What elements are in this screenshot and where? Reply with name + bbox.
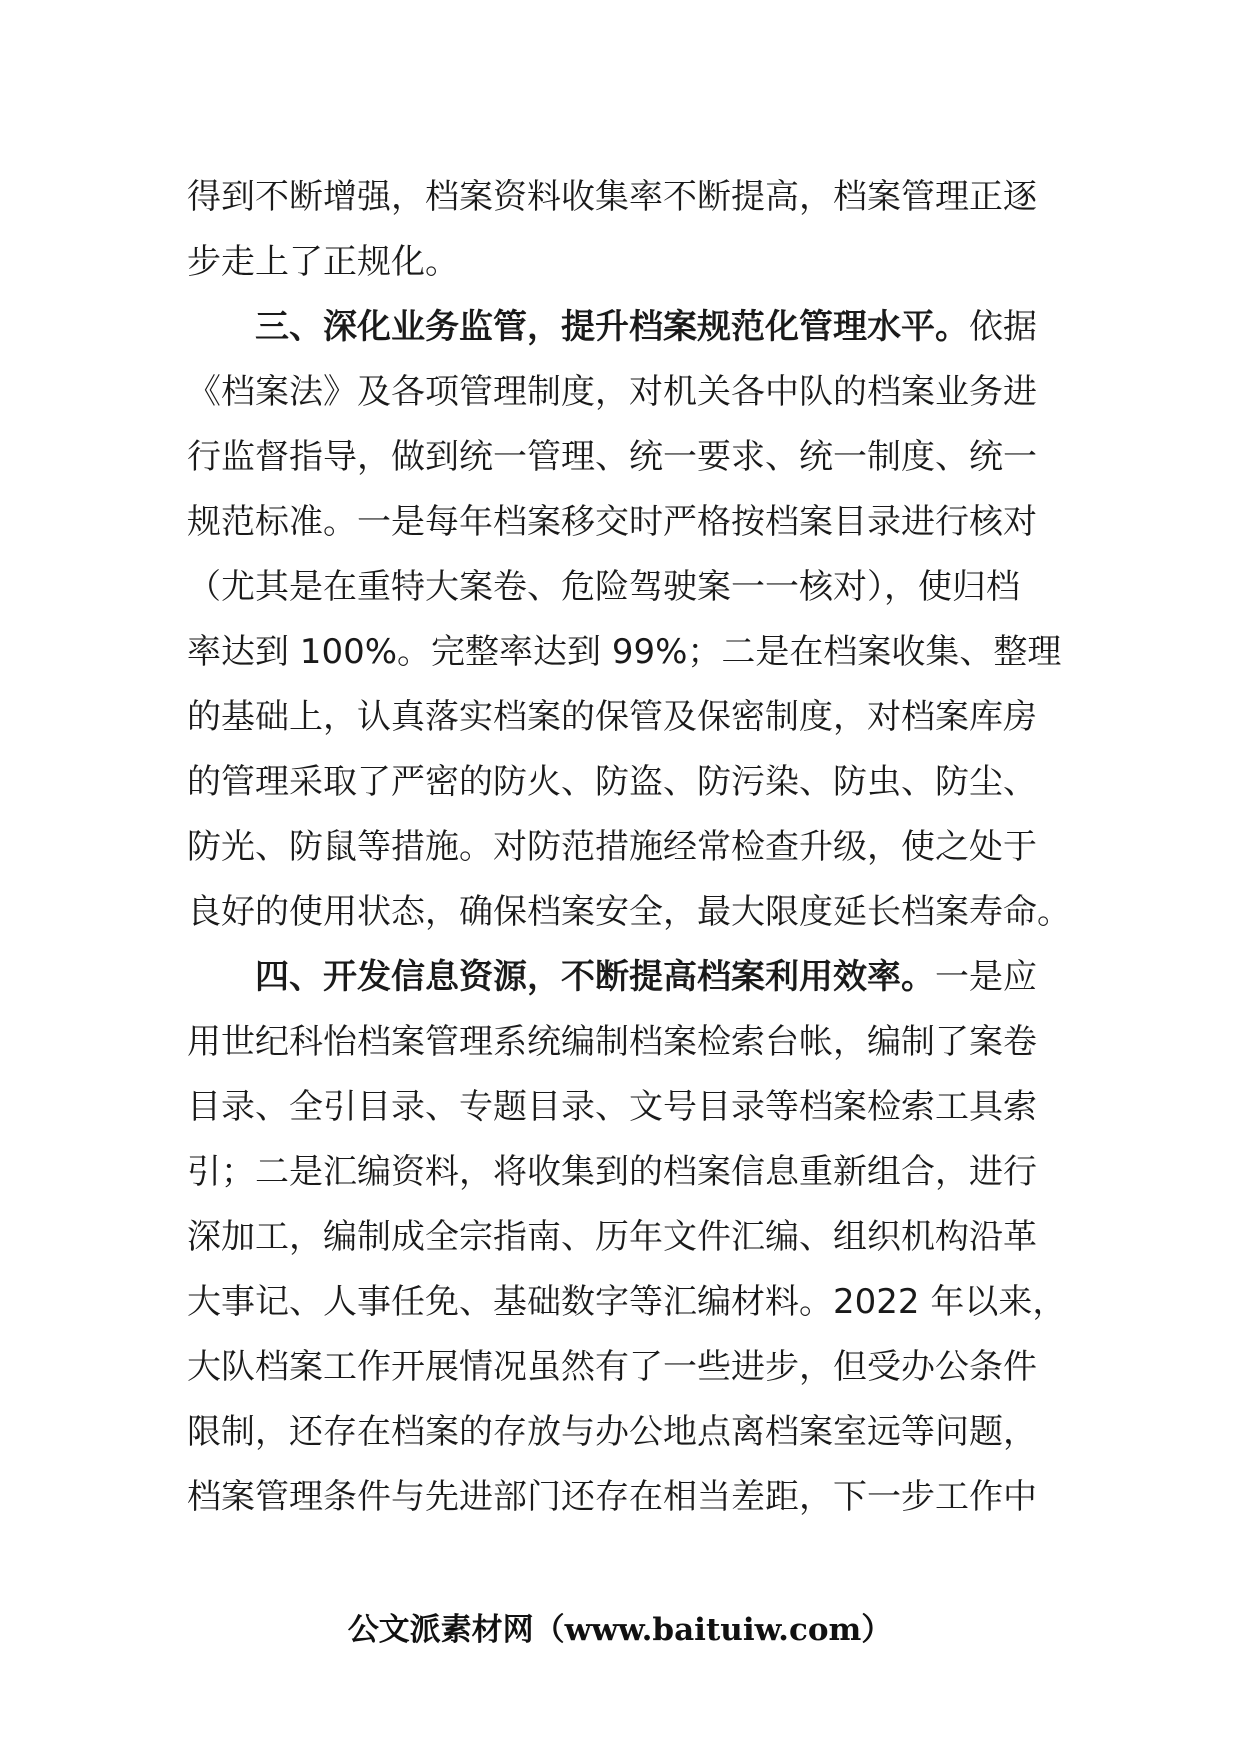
footer-source-text: 公文派素材网（www.baituiw.com）: [347, 1612, 893, 1648]
text-line: 步走上了正规化。: [187, 242, 459, 282]
text-line: 大队档案工作开展情况虽然有了一些进步，但受办公条件: [187, 1347, 1037, 1387]
text-line: 防光、防鼠等措施。对防范措施经常检查升级，使之处于: [187, 827, 1037, 867]
text-line: 率达到 100%。完整率达到 99%；二是在档案收集、整理: [187, 632, 1062, 672]
text-line: 用世纪科怡档案管理系统编制档案检索台帐，编制了案卷: [187, 1022, 1037, 1062]
text-line: 规范标准。一是每年档案移交时严格按档案目录进行核对: [187, 502, 1037, 542]
text-line: 的基础上，认真落实档案的保管及保密制度，对档案库房: [187, 697, 1037, 737]
text-line: 深加工，编制成全宗指南、历年文件汇编、组织机构沿革: [187, 1217, 1037, 1257]
section-heading: 三、深化业务监管，提升档案规范化管理水平。: [255, 307, 969, 347]
document-body: [187, 165, 1071, 1530]
text-line: 档案管理条件与先进部门还存在相当差距，下一步工作中: [187, 1477, 1037, 1517]
text-line: 《档案法》及各项管理制度，对机关各中队的档案业务进: [187, 372, 1037, 412]
text-line: 良好的使用状态，确保档案安全，最大限度延长档案寿命。: [187, 892, 1071, 932]
text-line: 引；二是汇编资料，将收集到的档案信息重新组合，进行: [187, 1152, 1037, 1192]
text-line: 行监督指导，做到统一管理、统一要求、统一制度、统一: [187, 437, 1037, 477]
page-footer: [0, 1610, 1240, 1650]
text-line: 的管理采取了严密的防火、防盗、防污染、防虫、防尘、: [187, 762, 1037, 802]
text-line: 目录、全引目录、专题目录、文号目录等档案检索工具索: [187, 1087, 1037, 1127]
text-fragment: 依据: [969, 307, 1037, 347]
text-line: 大事记、人事任免、基础数字等汇编材料。2022 年以来，: [187, 1282, 1067, 1322]
text-fragment: 一是应: [935, 957, 1037, 997]
section-heading: 四、开发信息资源，不断提高档案利用效率。: [255, 957, 935, 997]
section-line: [187, 295, 1065, 360]
text-line: 限制，还存在档案的存放与办公地点离档案室远等问题，: [187, 1412, 1037, 1452]
text-line: 得到不断增强，档案资料收集率不断提高，档案管理正逐: [187, 177, 1037, 217]
text-line: （尤其是在重特大案卷、危险驾驶案一一核对），使归档: [187, 567, 1020, 607]
section-line: [187, 945, 1065, 1010]
